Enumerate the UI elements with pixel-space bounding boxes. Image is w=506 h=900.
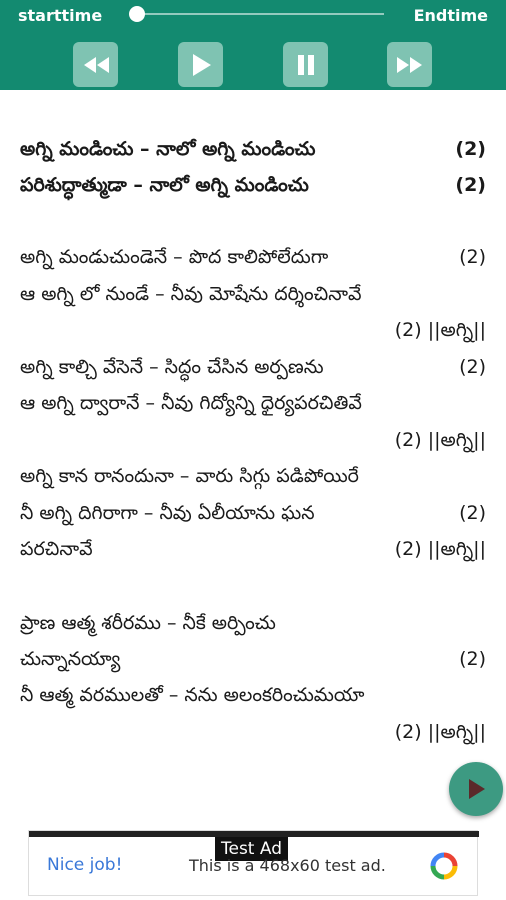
lyric-line: [20, 496, 486, 530]
fast-forward-button[interactable]: [387, 42, 432, 87]
refrain-mark: (2) ||అగ్ని||: [394, 429, 486, 451]
ad-logo-icon: [429, 851, 459, 881]
refrain-mark: (2) ||అగ్ని||: [394, 319, 486, 341]
play-icon: [466, 778, 486, 800]
floating-play-button[interactable]: [449, 762, 503, 816]
ad-tag: Test Ad: [215, 837, 288, 861]
play-button[interactable]: [178, 42, 223, 87]
refrain-mark: (2): [459, 246, 486, 268]
lyric-line: [20, 350, 486, 384]
lyric-text: ప్రాణ ఆత్మ శరీరము – నీకే అర్పించు: [20, 612, 276, 634]
lyric-text: అగ్ని కాన రానందునా – వారు సిగ్గు పడిపోయిరే: [20, 465, 359, 487]
refrain-mark: (2) ||అగ్ని||: [394, 721, 486, 743]
end-time-label: Endtime: [413, 6, 488, 25]
pause-button[interactable]: [283, 42, 328, 87]
start-time-label: starttime: [18, 6, 103, 25]
refrain-mark: (2): [459, 356, 486, 378]
chorus-line: [20, 132, 486, 166]
lyric-line: [20, 678, 486, 712]
lyric-text: నీ అగ్ని దిగిరాగా – నీవు ఏలీయాను ఘన: [20, 502, 315, 524]
lyric-line: [20, 240, 486, 274]
lyric-line: [20, 386, 486, 420]
chorus-line: [20, 168, 486, 202]
lyric-text: నీ ఆత్మ వరములతో – నను అలంకరించుమయా: [20, 684, 365, 706]
lyric-text: అగ్ని మండించు – నాలో అగ్ని మండించు: [20, 138, 316, 160]
lyric-text: ఆ అగ్ని లో నుండే – నీవు మోషేను దర్శించినావే: [20, 283, 362, 305]
lyric-line: [20, 606, 486, 640]
refrain-mark: (2): [459, 502, 486, 524]
lyric-text: పరచినావే: [20, 538, 93, 560]
player-header: [0, 0, 506, 90]
ad-text: This is a 468x60 test ad.: [189, 856, 386, 875]
lyric-line: [20, 277, 486, 311]
lyric-line: [20, 423, 486, 457]
lyric-text: ఆ అగ్ని ద్వారానే – నీవు గిద్యోన్ని ధైర్యపరచితివే: [20, 392, 362, 414]
lyric-line: [20, 459, 486, 493]
lyric-text: చున్నానయ్యా: [20, 648, 121, 670]
rewind-icon: [82, 55, 110, 75]
banner-ad[interactable]: [28, 830, 478, 896]
refrain-mark: (2): [459, 648, 486, 670]
rewind-button[interactable]: [73, 42, 118, 87]
pause-icon: [295, 53, 317, 77]
refrain-mark: (2): [455, 174, 486, 196]
lyric-line: [20, 532, 486, 566]
lyric-text: పరిశుద్ధాత్ముడా – నాలో అగ్ని మండించు: [20, 174, 309, 196]
lyric-line: [20, 715, 486, 749]
lyric-text: అగ్ని కాల్చి వేసెనే – సిద్ధం చేసిన అర్పణను: [20, 356, 324, 378]
seek-bar[interactable]: [138, 13, 384, 15]
lyric-text: అగ్ని మండుచుండెనే – పొద కాలిపోలేదుగా: [20, 246, 329, 268]
refrain-mark: (2): [455, 138, 486, 160]
seek-thumb[interactable]: [129, 6, 145, 22]
fast-forward-icon: [396, 55, 424, 75]
lyric-line: [20, 642, 486, 676]
refrain-mark: (2) ||అగ్ని||: [394, 538, 486, 560]
play-icon: [190, 53, 212, 77]
lyric-line: [20, 313, 486, 347]
ad-nice-job: Nice job!: [47, 855, 123, 875]
